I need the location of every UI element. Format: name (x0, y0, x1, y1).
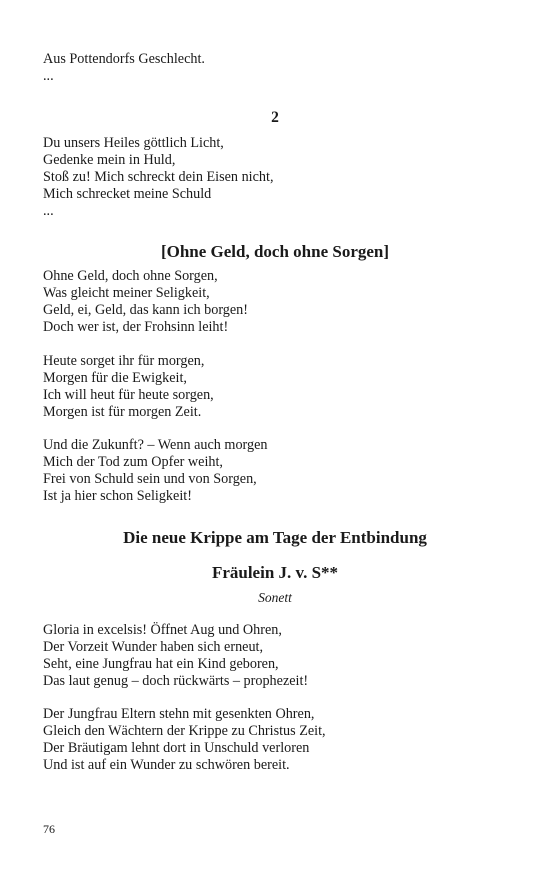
poem-line: Stoß zu! Mich schreckt dein Eisen nicht, (43, 169, 274, 185)
poem-line: Der Vorzeit Wunder haben sich erneut, (43, 639, 264, 655)
poem-line: Doch wer ist, der Frohsinn leiht! (43, 319, 229, 335)
poem-line: Ist ja hier schon Seligkeit! (43, 488, 192, 504)
poem-title: Die neue Krippe am Tage der Entbindung (123, 528, 427, 547)
page-number: 76 (43, 822, 55, 836)
poem-line: Was gleicht meiner Seligkeit, (43, 285, 210, 301)
poem-line: Gloria in excelsis! Öffnet Aug und Ohren, (43, 622, 282, 638)
poem-line: Gedenke mein in Huld, (43, 152, 176, 168)
poem-line: Aus Pottendorfs Geschlecht. (43, 51, 205, 67)
poem-line: Frei von Schuld sein und von Sorgen, (43, 471, 257, 487)
poem-line: Morgen ist für morgen Zeit. (43, 404, 202, 420)
poem-line: Mich der Tod zum Opfer weiht, (43, 454, 223, 470)
poem-line: Mich schrecket meine Schuld (43, 186, 212, 202)
poem-line: Geld, ei, Geld, das kann ich borgen! (43, 302, 249, 318)
poem-line: Ohne Geld, doch ohne Sorgen, (43, 268, 218, 284)
poem-line: Morgen für die Ewigkeit, (43, 370, 187, 386)
poem-line: Ich will heut für heute sorgen, (43, 387, 214, 403)
ellipsis: ... (43, 68, 54, 84)
poem-line: Seht, eine Jungfrau hat ein Kind geboren, (43, 656, 279, 672)
poem-dedication: Fräulein J. v. S** (211, 563, 339, 582)
poem-line: Und die Zukunft? – Wenn auch morgen (43, 437, 268, 453)
section-number: 2 (271, 109, 279, 126)
poem-line: Gleich den Wächtern der Krippe zu Christus Zeit, (43, 723, 326, 739)
poem-line: Der Jungfrau Eltern stehn mit gesenkten Ohren, (43, 706, 315, 722)
poem-line: Du unsers Heiles göttlich Licht, (43, 135, 224, 151)
poem-line: Der Bräutigam lehnt dort in Unschuld verloren (43, 740, 310, 756)
poem-subtitle: Sonett (258, 590, 292, 605)
poem-line: Das laut genug – doch rückwärts – prophezeit! (43, 673, 309, 689)
poem-line: Und ist auf ein Wunder zu schwören bereit. (43, 757, 290, 773)
poem-title: [Ohne Geld, doch ohne Sorgen] (160, 242, 390, 261)
poem-line: Heute sorget ihr für morgen, (43, 353, 205, 369)
ellipsis: ... (43, 203, 54, 219)
